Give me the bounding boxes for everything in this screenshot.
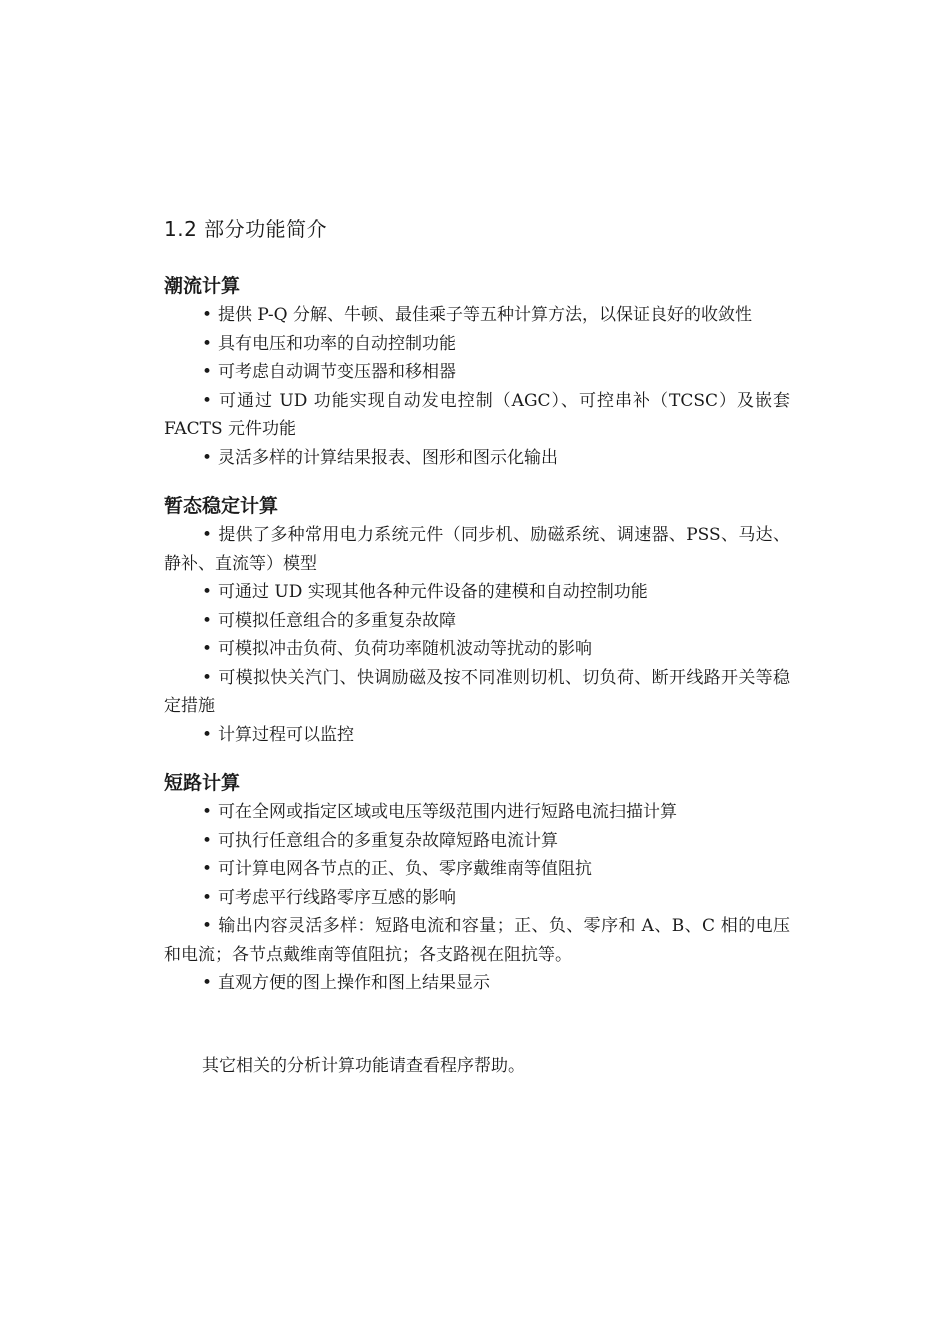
feature-sections xyxy=(164,272,790,998)
list-item xyxy=(164,521,790,578)
list-item xyxy=(164,330,790,359)
bullet-icon: • xyxy=(202,859,213,879)
feature-list xyxy=(164,301,790,472)
list-item-text: 可执行任意组合的多重复杂故障短路电流计算 xyxy=(218,830,558,851)
bullet-icon: • xyxy=(202,667,213,688)
list-item xyxy=(164,635,790,664)
feature-list xyxy=(164,798,790,998)
list-item xyxy=(164,884,790,913)
feature-list xyxy=(164,521,790,749)
footer-note: 其它相关的分析计算功能请查看程序帮助。 xyxy=(202,1055,525,1076)
list-item xyxy=(164,721,790,750)
list-item xyxy=(164,444,790,473)
list-item xyxy=(164,607,790,636)
list-item-text: 可通过 UD 实现其他各种元件设备的建模和自动控制功能 xyxy=(218,582,648,602)
list-item-text: 可考虑自动调节变压器和移相器 xyxy=(218,362,456,382)
list-item xyxy=(164,358,790,387)
bullet-icon: • xyxy=(202,305,213,325)
bullet-icon: • xyxy=(202,610,213,631)
list-item-text: 提供了多种常用电力系统元件（同步机、励磁系统、调速器、PSS、马达、静补、直流等）模型 xyxy=(164,525,790,574)
list-item xyxy=(164,969,790,998)
bullet-icon: • xyxy=(202,887,213,908)
bullet-icon: • xyxy=(202,582,213,602)
list-item-text: 可计算电网各节点的正、负、零序戴维南等值阻抗 xyxy=(218,859,592,879)
section-short-circuit xyxy=(164,769,790,998)
section-title: 1.2 部分功能简介 xyxy=(164,217,328,241)
list-item-text: 可通过 UD 功能实现自动发电控制（AGC）、可控串补（TCSC）及嵌套 FACTS 元件功能 xyxy=(164,390,790,439)
list-item-text: 可模拟快关汽门、快调励磁及按不同准则切机、切负荷、断开线路开关等稳定措施 xyxy=(164,667,790,716)
section-transient-stability xyxy=(164,492,790,749)
list-item-text: 输出内容灵活多样：短路电流和容量；正、负、零序和 A、B、C 相的电压和电流；各节点戴维南等值阻抗；各支路视在阻抗等。 xyxy=(164,916,790,965)
section-heading: 短路计算 xyxy=(164,772,241,794)
list-item xyxy=(164,912,790,969)
list-item-text: 具有电压和功率的自动控制功能 xyxy=(218,333,456,354)
list-item xyxy=(164,387,790,444)
bullet-icon: • xyxy=(202,333,213,354)
list-item-text: 可模拟冲击负荷、负荷功率随机波动等扰动的影响 xyxy=(218,639,592,659)
section-power-flow xyxy=(164,272,790,472)
document-page xyxy=(164,214,790,1080)
list-item-text: 可在全网或指定区域或电压等级范围内进行短路电流扫描计算 xyxy=(218,802,677,822)
bullet-icon: • xyxy=(202,973,213,993)
section-heading: 暂态稳定计算 xyxy=(164,495,279,517)
list-item-text: 计算过程可以监控 xyxy=(218,724,354,745)
list-item xyxy=(164,301,790,330)
list-item xyxy=(164,664,790,721)
list-item xyxy=(164,798,790,827)
list-item-text: 可模拟任意组合的多重复杂故障 xyxy=(218,610,456,631)
section-heading: 潮流计算 xyxy=(164,275,241,297)
list-item xyxy=(164,578,790,607)
bullet-icon: • xyxy=(202,802,213,822)
bullet-icon: • xyxy=(202,830,213,851)
bullet-icon: • xyxy=(202,639,213,659)
list-item xyxy=(164,855,790,884)
list-item-text: 提供 P-Q 分解、牛顿、最佳乘子等五种计算方法，以保证良好的收敛性 xyxy=(218,305,752,325)
bullet-icon: • xyxy=(202,916,213,936)
bullet-icon: • xyxy=(202,390,213,411)
bullet-icon: • xyxy=(202,447,213,468)
bullet-icon: • xyxy=(202,362,213,382)
list-item-text: 灵活多样的计算结果报表、图形和图示化输出 xyxy=(218,447,558,468)
list-item-text: 可考虑平行线路零序互感的影响 xyxy=(218,887,456,908)
bullet-icon: • xyxy=(202,724,213,745)
list-item-text: 直观方便的图上操作和图上结果显示 xyxy=(218,973,490,993)
bullet-icon: • xyxy=(202,525,213,545)
list-item xyxy=(164,827,790,856)
